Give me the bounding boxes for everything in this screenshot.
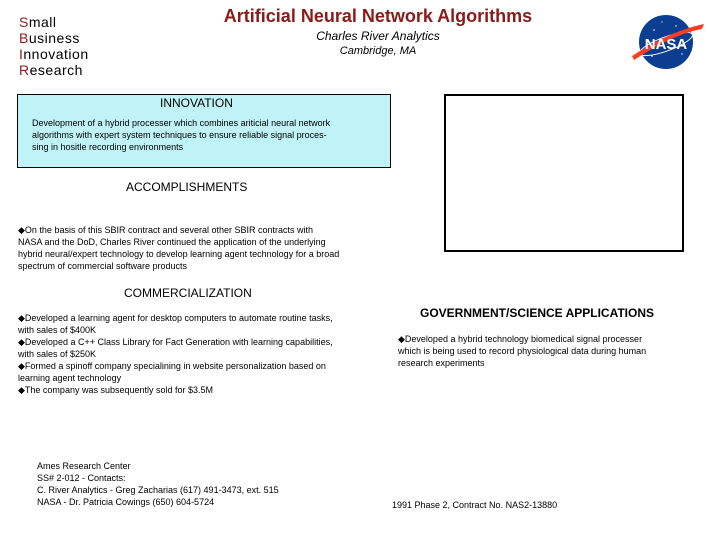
image-frame [444, 94, 684, 252]
contacts-line: NASA - Dr. Patricia Cowings (650) 604-5724 [37, 497, 215, 507]
sbir-label [19, 14, 89, 78]
list-item-continuation: learning agent technology [18, 373, 122, 383]
sbir-line-innovation: Innovation [19, 46, 89, 62]
svg-text:NASA: NASA [644, 36, 688, 53]
commercialization-heading: COMMERCIALIZATION [124, 286, 252, 300]
commercialization-list [18, 312, 380, 396]
sbir-line-business: Business [19, 30, 80, 46]
accomplishments-heading: ACCOMPLISHMENTS [126, 180, 248, 194]
innovation-heading: INNOVATION [160, 96, 233, 110]
diamond-bullet-icon: ◆ [18, 313, 25, 323]
innovation-text [32, 117, 382, 153]
contacts-line: Ames Research Center [37, 461, 131, 471]
government-heading: GOVERNMENT/SCIENCE APPLICATIONS [420, 306, 655, 320]
government-line: ◆Developed a hybrid technology biomedical signal processer [398, 334, 643, 344]
accomplishments-line: ◆On the basis of this SBIR contract and several other SBIR contracts with [18, 225, 314, 235]
innovation-line: Development of a hybrid processer which combines ariticial neural network [32, 118, 331, 128]
sbir-line-small: Small [19, 14, 57, 30]
accomplishments-line: NASA and the DoD, Charles River continued the application of the underlying [18, 237, 326, 247]
list-item-continuation: with sales of $400K [18, 325, 97, 335]
government-line: research experiments [398, 358, 485, 368]
list-item: ◆Developed a C++ Class Library for Fact Generation with learning capabilities, [18, 337, 333, 347]
company-name: Charles River Analytics [316, 29, 440, 43]
page-title: Artificial Neural Network Algorithms [223, 6, 533, 26]
list-item: ◆Developed a learning agent for desktop computers to automate routine tasks, [18, 313, 333, 323]
diamond-bullet-icon: ◆ [18, 337, 25, 347]
list-item: ◆Formed a spinoff company specialining in website personalization based on [18, 361, 326, 371]
nasa-logo [624, 12, 708, 72]
company-location: Cambridge, MA [339, 45, 417, 57]
diamond-bullet-icon: ◆ [18, 361, 25, 371]
list-item-continuation: with sales of $250K [18, 349, 97, 359]
innovation-line: algorithms with expert system techniques to ensure reliable signal proces- [32, 130, 327, 140]
government-line: which is being used to record physiological data during human [398, 346, 647, 356]
diamond-bullet-icon: ◆ [18, 385, 25, 395]
nasa-meatball-icon [624, 12, 708, 72]
list-item: ◆The company was subsequently sold for $3.5M [18, 385, 214, 395]
contacts-block [37, 460, 279, 508]
contacts-line: SS# 2-012 - Contacts: [37, 473, 126, 483]
diamond-bullet-icon: ◆ [398, 334, 405, 344]
accomplishments-text [18, 224, 382, 272]
innovation-line: sing in hositle recording environments [32, 142, 184, 152]
government-text [398, 333, 694, 369]
contacts-line: C. River Analytics - Greg Zacharias (617) 491-3473, ext. 515 [37, 485, 279, 495]
accomplishments-line: spectrum of commercial software products [18, 261, 188, 271]
contract-number: 1991 Phase 2, Contract No. NAS2-13880 [392, 500, 558, 510]
sbir-line-research: Research [19, 62, 83, 78]
diamond-bullet-icon: ◆ [18, 225, 25, 235]
accomplishments-line: hybrid neural/expert technology to develop learning agent technology for a broad [18, 249, 340, 259]
